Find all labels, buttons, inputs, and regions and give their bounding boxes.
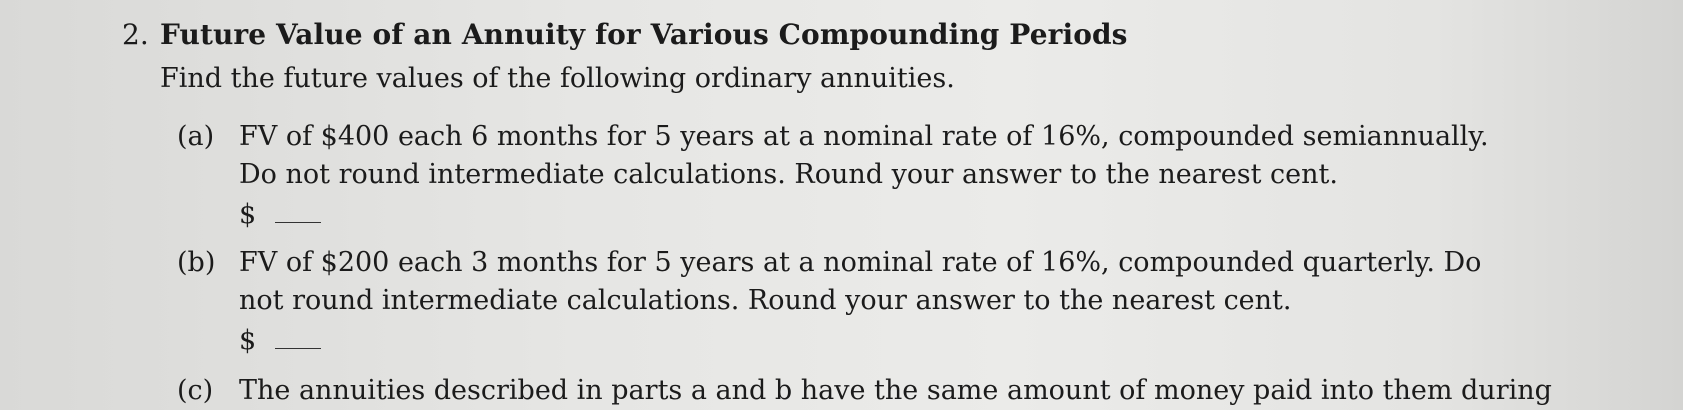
part-b-answer-blank[interactable]: [275, 326, 321, 349]
problem-2: [122, 18, 1662, 410]
problem-intro: Find the future values of the following ordinary annuities.: [160, 63, 955, 94]
part-a-text: FV of $400 each 6 months for 5 years at a nominal rate of 16%, compounded semiannually. Do not round intermediate calculations. Round your answer to the nearest cent.: [239, 121, 1489, 190]
part-b-answer-row: [239, 322, 1499, 360]
part-c-label: (c): [177, 375, 214, 406]
part-b-label: (b): [177, 247, 216, 278]
part-b: [177, 244, 1662, 360]
part-a-answer-blank[interactable]: [275, 200, 321, 223]
problem-title: Future Value of an Annuity for Various Compounding Periods: [160, 18, 1128, 51]
part-a-label: (a): [177, 121, 215, 152]
part-c: [177, 372, 1662, 410]
part-b-currency: $: [239, 325, 257, 356]
part-a-answer-row: [239, 196, 1499, 234]
problem-number: 2.: [122, 18, 149, 51]
part-a-currency: $: [239, 199, 257, 230]
part-a: [177, 118, 1662, 234]
part-b-text: FV of $200 each 3 months for 5 years at a nominal rate of 16%, compounded quarterly. Do not round intermediate calculations. Round your answer to the nearest cent.: [239, 247, 1482, 316]
part-c-text: The annuities described in parts a and b have the same amount of money paid into them during: [239, 375, 1552, 406]
problem-heading: [122, 18, 1662, 51]
